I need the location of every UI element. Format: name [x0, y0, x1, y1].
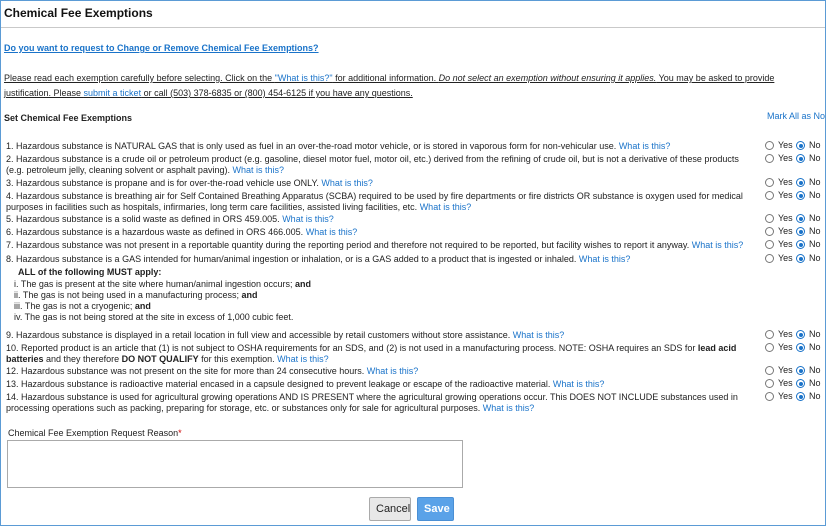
yes-label: Yes [778, 239, 793, 249]
yes-label: Yes [778, 140, 793, 150]
radio-yes-1[interactable] [765, 141, 774, 150]
mark-all-no-link[interactable]: Mark All as No [766, 111, 825, 121]
request-change-link[interactable]: Do you want to request to Change or Remove Chemical Fee Exemptions? [4, 43, 319, 53]
what-is-this-link[interactable]: What is this? [366, 366, 419, 376]
yes-no-group-6 [765, 227, 825, 239]
section-title: Set Chemical Fee Exemptions [4, 113, 133, 123]
radio-no-14[interactable] [796, 392, 805, 401]
exemption-item-10: 10. Reported product is an article that (1) is not subject to OSHA requirements for an SDS, and (2) is not used in a manufacturing process. NOTE: OSHA requires an SDS for lead acid batteries and they therefore DO NOT QUALIFY for this exemption. What is this? [6, 343, 737, 364]
no-label: No [809, 391, 821, 401]
yes-no-group-9 [765, 330, 825, 342]
cancel-button[interactable]: Cancel [369, 497, 411, 521]
radio-yes-9[interactable] [765, 330, 774, 339]
exemption-item-6: 6. Hazardous substance is a hazardous waste as defined in ORS 466.005. What is this? [6, 227, 358, 237]
required-marker: * [178, 428, 182, 438]
what-is-this-link[interactable]: What is this? [277, 354, 329, 364]
radio-no-2[interactable] [796, 154, 805, 163]
instructions: Please read each exemption carefully before selecting. Click on the "What is this?" for additional information. Do not select an exemption without ensuring it applies. You may be asked to provide justification. Please submit a ticket or call (503) 378-6835 or (800) 454-6125 if you have any questions. [4, 73, 775, 98]
yes-no-group-5 [765, 214, 825, 226]
radio-yes-5[interactable] [765, 214, 774, 223]
submit-ticket-link[interactable]: submit a ticket [83, 88, 142, 98]
radio-yes-8[interactable] [765, 254, 774, 263]
yes-label: Yes [778, 213, 793, 223]
item8-condition-ii: ii. The gas is not being used in a manufacturing process; and [14, 290, 258, 300]
radio-no-13[interactable] [796, 379, 805, 388]
yes-no-group-14 [765, 392, 825, 404]
radio-no-5[interactable] [796, 214, 805, 223]
radio-yes-14[interactable] [765, 392, 774, 401]
what-is-this-inline-link[interactable]: "What is this?" [274, 73, 333, 83]
what-is-this-link[interactable]: What is this? [482, 403, 535, 413]
item8-conditions-heading: ALL of the following MUST apply: [18, 267, 162, 277]
yes-label: Yes [778, 342, 793, 352]
no-label: No [809, 342, 821, 352]
what-is-this-link[interactable]: What is this? [578, 254, 631, 264]
what-is-this-link[interactable]: What is this? [691, 240, 744, 250]
yes-label: Yes [778, 329, 793, 339]
yes-label: Yes [778, 226, 793, 236]
radio-no-8[interactable] [796, 254, 805, 263]
radio-no-12[interactable] [796, 366, 805, 375]
no-label: No [809, 153, 821, 163]
yes-no-group-7 [765, 240, 825, 252]
exemption-item-2: 2. Hazardous substance is a crude oil or petroleum product (e.g. gasoline, diesel motor fuel, motor oil, etc.) derived from the refining of crude oil, but is not a derivative of these products (e.g. petroleum jelly, cleaning solvent or asphalt paving). What is this? [6, 154, 739, 175]
yes-no-group-4 [765, 191, 825, 203]
reason-label: Chemical Fee Exemption Request Reason* [8, 428, 182, 438]
no-label: No [809, 239, 821, 249]
exemption-item-5: 5. Hazardous substance is a solid waste as defined in ORS 459.005. What is this? [6, 214, 334, 224]
no-label: No [809, 190, 821, 200]
save-button[interactable]: Save [417, 497, 454, 521]
yes-label: Yes [778, 378, 793, 388]
no-label: No [809, 213, 821, 223]
yes-no-group-2 [765, 154, 825, 166]
exemption-item-8: 8. Hazardous substance is a GAS intended for human/animal ingestion or inhalation, or is a GAS added to a product that is ingested or inhaled. What is this? [6, 254, 631, 264]
yes-label: Yes [778, 177, 793, 187]
no-label: No [809, 378, 821, 388]
item8-condition-i: i. The gas is present at the site where human/animal ingestion occurs; and [14, 279, 311, 289]
radio-yes-10[interactable] [765, 343, 774, 352]
no-label: No [809, 177, 821, 187]
reason-textarea[interactable] [7, 440, 463, 488]
radio-no-3[interactable] [796, 178, 805, 187]
radio-yes-4[interactable] [765, 191, 774, 200]
radio-yes-3[interactable] [765, 178, 774, 187]
exemption-item-1: 1. Hazardous substance is NATURAL GAS that is only used as fuel in an over-the-road motor vehicle, or is stored in vaporous form for non-vehicular use. What is this? [6, 141, 671, 151]
radio-no-9[interactable] [796, 330, 805, 339]
what-is-this-link[interactable]: What is this? [282, 214, 334, 224]
radio-yes-12[interactable] [765, 366, 774, 375]
yes-label: Yes [778, 391, 793, 401]
yes-label: Yes [778, 153, 793, 163]
yes-no-group-12 [765, 366, 825, 378]
no-label: No [809, 140, 821, 150]
no-label: No [809, 253, 821, 263]
radio-yes-13[interactable] [765, 379, 774, 388]
exemption-item-3: 3. Hazardous substance is propane and is for over-the-road vehicle use ONLY. What is this? [6, 178, 373, 188]
radio-no-1[interactable] [796, 141, 805, 150]
radio-yes-2[interactable] [765, 154, 774, 163]
no-label: No [809, 226, 821, 236]
radio-no-4[interactable] [796, 191, 805, 200]
what-is-this-link[interactable]: What is this? [321, 178, 373, 188]
yes-label: Yes [778, 190, 793, 200]
what-is-this-link[interactable]: What is this? [232, 165, 285, 175]
radio-yes-7[interactable] [765, 240, 774, 249]
page-title: Chemical Fee Exemptions [4, 6, 153, 20]
exemption-item-7: 7. Hazardous substance was not present in a reportable quantity during the reporting period and therefore not required to be reported, but facility wishes to report it anyway. What is this? [6, 240, 744, 250]
exemption-item-14: 14. Hazardous substance is used for agricultural growing operations AND IS PRESENT where the agricultural growing operations occur. This DOES NOT INCLUDE substances used in processing operations such as packing, preparing for storage, etc. or substances only for sale for agricultural purposes. What is this? [6, 392, 738, 413]
exemption-item-12: 12. Hazardous substance was not present on the site for more than 24 consecutive hours. What is this? [6, 366, 419, 376]
radio-no-10[interactable] [796, 343, 805, 352]
what-is-this-link[interactable]: What is this? [305, 227, 358, 237]
what-is-this-link[interactable]: What is this? [552, 379, 605, 389]
exemption-item-4: 4. Hazardous substance is breathing air for Self Contained Breathing Apparatus (SCBA) required to be used by fire departments or fire districts OR substance is oxygen used for medical purposes in facilities such as hospitals, infirmaries, long term care facilities, assisted living facilities, etc. What is this? [6, 191, 743, 212]
radio-no-6[interactable] [796, 227, 805, 236]
what-is-this-link[interactable]: What is this? [512, 330, 565, 340]
no-label: No [809, 329, 821, 339]
exemption-item-13: 13. Hazardous substance is radioactive material encased in a capsule designed to prevent leakage or escape of the radioactive material. What is this? [6, 379, 605, 389]
radio-yes-6[interactable] [765, 227, 774, 236]
yes-no-group-1 [765, 141, 825, 153]
no-label: No [809, 365, 821, 375]
yes-no-group-10 [765, 343, 825, 355]
what-is-this-link[interactable]: What is this? [419, 202, 472, 212]
yes-no-group-8 [765, 254, 825, 266]
title-divider [1, 27, 825, 28]
what-is-this-link[interactable]: What is this? [618, 141, 671, 151]
item8-condition-iii: iii. The gas is not a cryogenic; and [14, 301, 151, 311]
yes-label: Yes [778, 365, 793, 375]
exemption-item-9: 9. Hazardous substance is displayed in a retail location in full view and accessible by retail customers without store assistance. What is this? [6, 330, 565, 340]
yes-no-group-13 [765, 379, 825, 391]
radio-no-7[interactable] [796, 240, 805, 249]
yes-no-group-3 [765, 178, 825, 190]
yes-label: Yes [778, 253, 793, 263]
item8-condition-iv: iv. The gas is not being stored at the site in excess of 1,000 cubic feet. [14, 312, 294, 322]
